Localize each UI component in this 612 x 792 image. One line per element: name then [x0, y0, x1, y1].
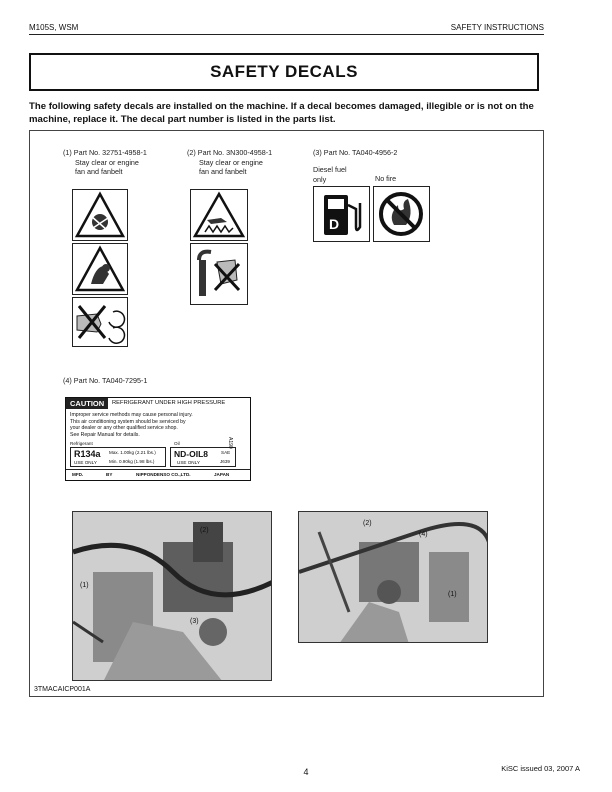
refrigerant-min: Min. 0.90kg (1.98 lbs.): [109, 459, 155, 464]
diesel-fuel-icon: [313, 186, 370, 242]
header-model: M105S, WSM: [29, 23, 79, 32]
fan-warning-icon: [72, 189, 128, 241]
mfd-label: MFD.: [72, 472, 84, 477]
refrigerant-caution-label: [65, 397, 251, 481]
oil-box: [170, 447, 236, 467]
caution-title: REFRIGERANT UNDER HIGH PRESSURE: [108, 398, 250, 409]
photo-right-callout-1: (1): [448, 591, 457, 598]
no-hands-icon: [72, 297, 128, 347]
photo-left-callout-3: (3): [190, 618, 199, 625]
header-section: SAFETY INSTRUCTIONS: [450, 23, 544, 32]
hot-surface-warning-icon: [190, 189, 248, 241]
oil-sae: SAE: [221, 450, 231, 455]
decal-2-desc2: fan and fanbelt: [199, 167, 247, 176]
caution-text-3: your dealer or any other qualified service shop.: [70, 425, 178, 432]
decal-3-label-a: [313, 165, 347, 184]
oil-type: ND-OIL8: [174, 449, 208, 459]
decal-1-caption: [63, 148, 147, 177]
decal-2-caption: [187, 148, 272, 177]
decal-2-desc: Stay clear or engine: [199, 157, 263, 167]
photo-left-callout-1: (1): [80, 582, 89, 589]
oil-use-only: USE ONLY: [177, 460, 200, 465]
decal-1-desc: Stay clear or engine: [75, 157, 139, 167]
caution-text: [70, 412, 238, 438]
caution-word: CAUTION: [70, 399, 105, 408]
caution-text-2: This air conditioning system should be serviced by: [70, 418, 186, 425]
decal-1-desc2: fan and fanbelt: [75, 167, 123, 176]
belt-warning-icon: [72, 243, 128, 295]
maker-label: NIPPONDENSO CO.,LTD.: [136, 472, 191, 477]
page-title: SAFETY DECALS: [210, 62, 358, 81]
refrigerant-type: R134a: [74, 449, 101, 459]
figure-code: 3TMACAICP001A: [34, 686, 91, 693]
refrigerant-box: [70, 447, 166, 467]
refrigerant-label: Refrigerant: [70, 441, 93, 446]
oil-j639: J639: [220, 459, 230, 464]
refrigerant-use-only: USE ONLY: [74, 460, 97, 465]
photo-right-callout-2: (2): [363, 520, 372, 527]
page-number: 4: [303, 767, 309, 777]
svg-text:D: D: [329, 216, 340, 232]
header-rule: [29, 34, 544, 35]
no-touch-hot-icon: [190, 243, 248, 305]
photo-left-callout-2: (2): [200, 527, 209, 534]
oil-label: Oil: [174, 441, 180, 446]
caution-divider: [66, 469, 250, 470]
decal-1-part: (1) Part No. 32751-4958-1: [63, 148, 147, 157]
title-box: [29, 53, 539, 91]
decal-figure: [29, 130, 544, 697]
no-fire-icon: [373, 186, 430, 242]
diesel-label: Diesel fuel: [313, 165, 347, 174]
side-code: A190: [227, 437, 233, 449]
country-label: JAPAN: [214, 472, 230, 477]
intro-paragraph: The following safety decals are installed on the machine. If a decal becomes damaged, illegible or is not on the machine, replace it. The decal part number is listed in the parts list.: [29, 101, 534, 125]
decal-2-part: (2) Part No. 3N300-4958-1: [187, 148, 273, 157]
issued-note: KiSC issued 03, 2007 A: [501, 764, 580, 773]
by-label: BY: [106, 472, 113, 477]
decal-3-label-b: No fire: [375, 174, 397, 183]
decal-4-caption: (4) Part No. TA040-7295-1: [63, 376, 148, 385]
caution-text-4: See Repair Manual for details.: [70, 431, 140, 438]
photo-engine-right: [298, 511, 488, 643]
refrigerant-max: Max. 1.00kg (2.21 lbs.): [109, 450, 156, 455]
diesel-label-only: only: [313, 174, 327, 184]
caution-text-1: Improper service methods may cause personal injury.: [70, 412, 193, 418]
photo-right-callout-4: (4): [419, 531, 428, 538]
photo-engine-left: [72, 511, 272, 681]
decal-3-caption: (3) Part No. TA040-4956-2: [313, 148, 398, 157]
